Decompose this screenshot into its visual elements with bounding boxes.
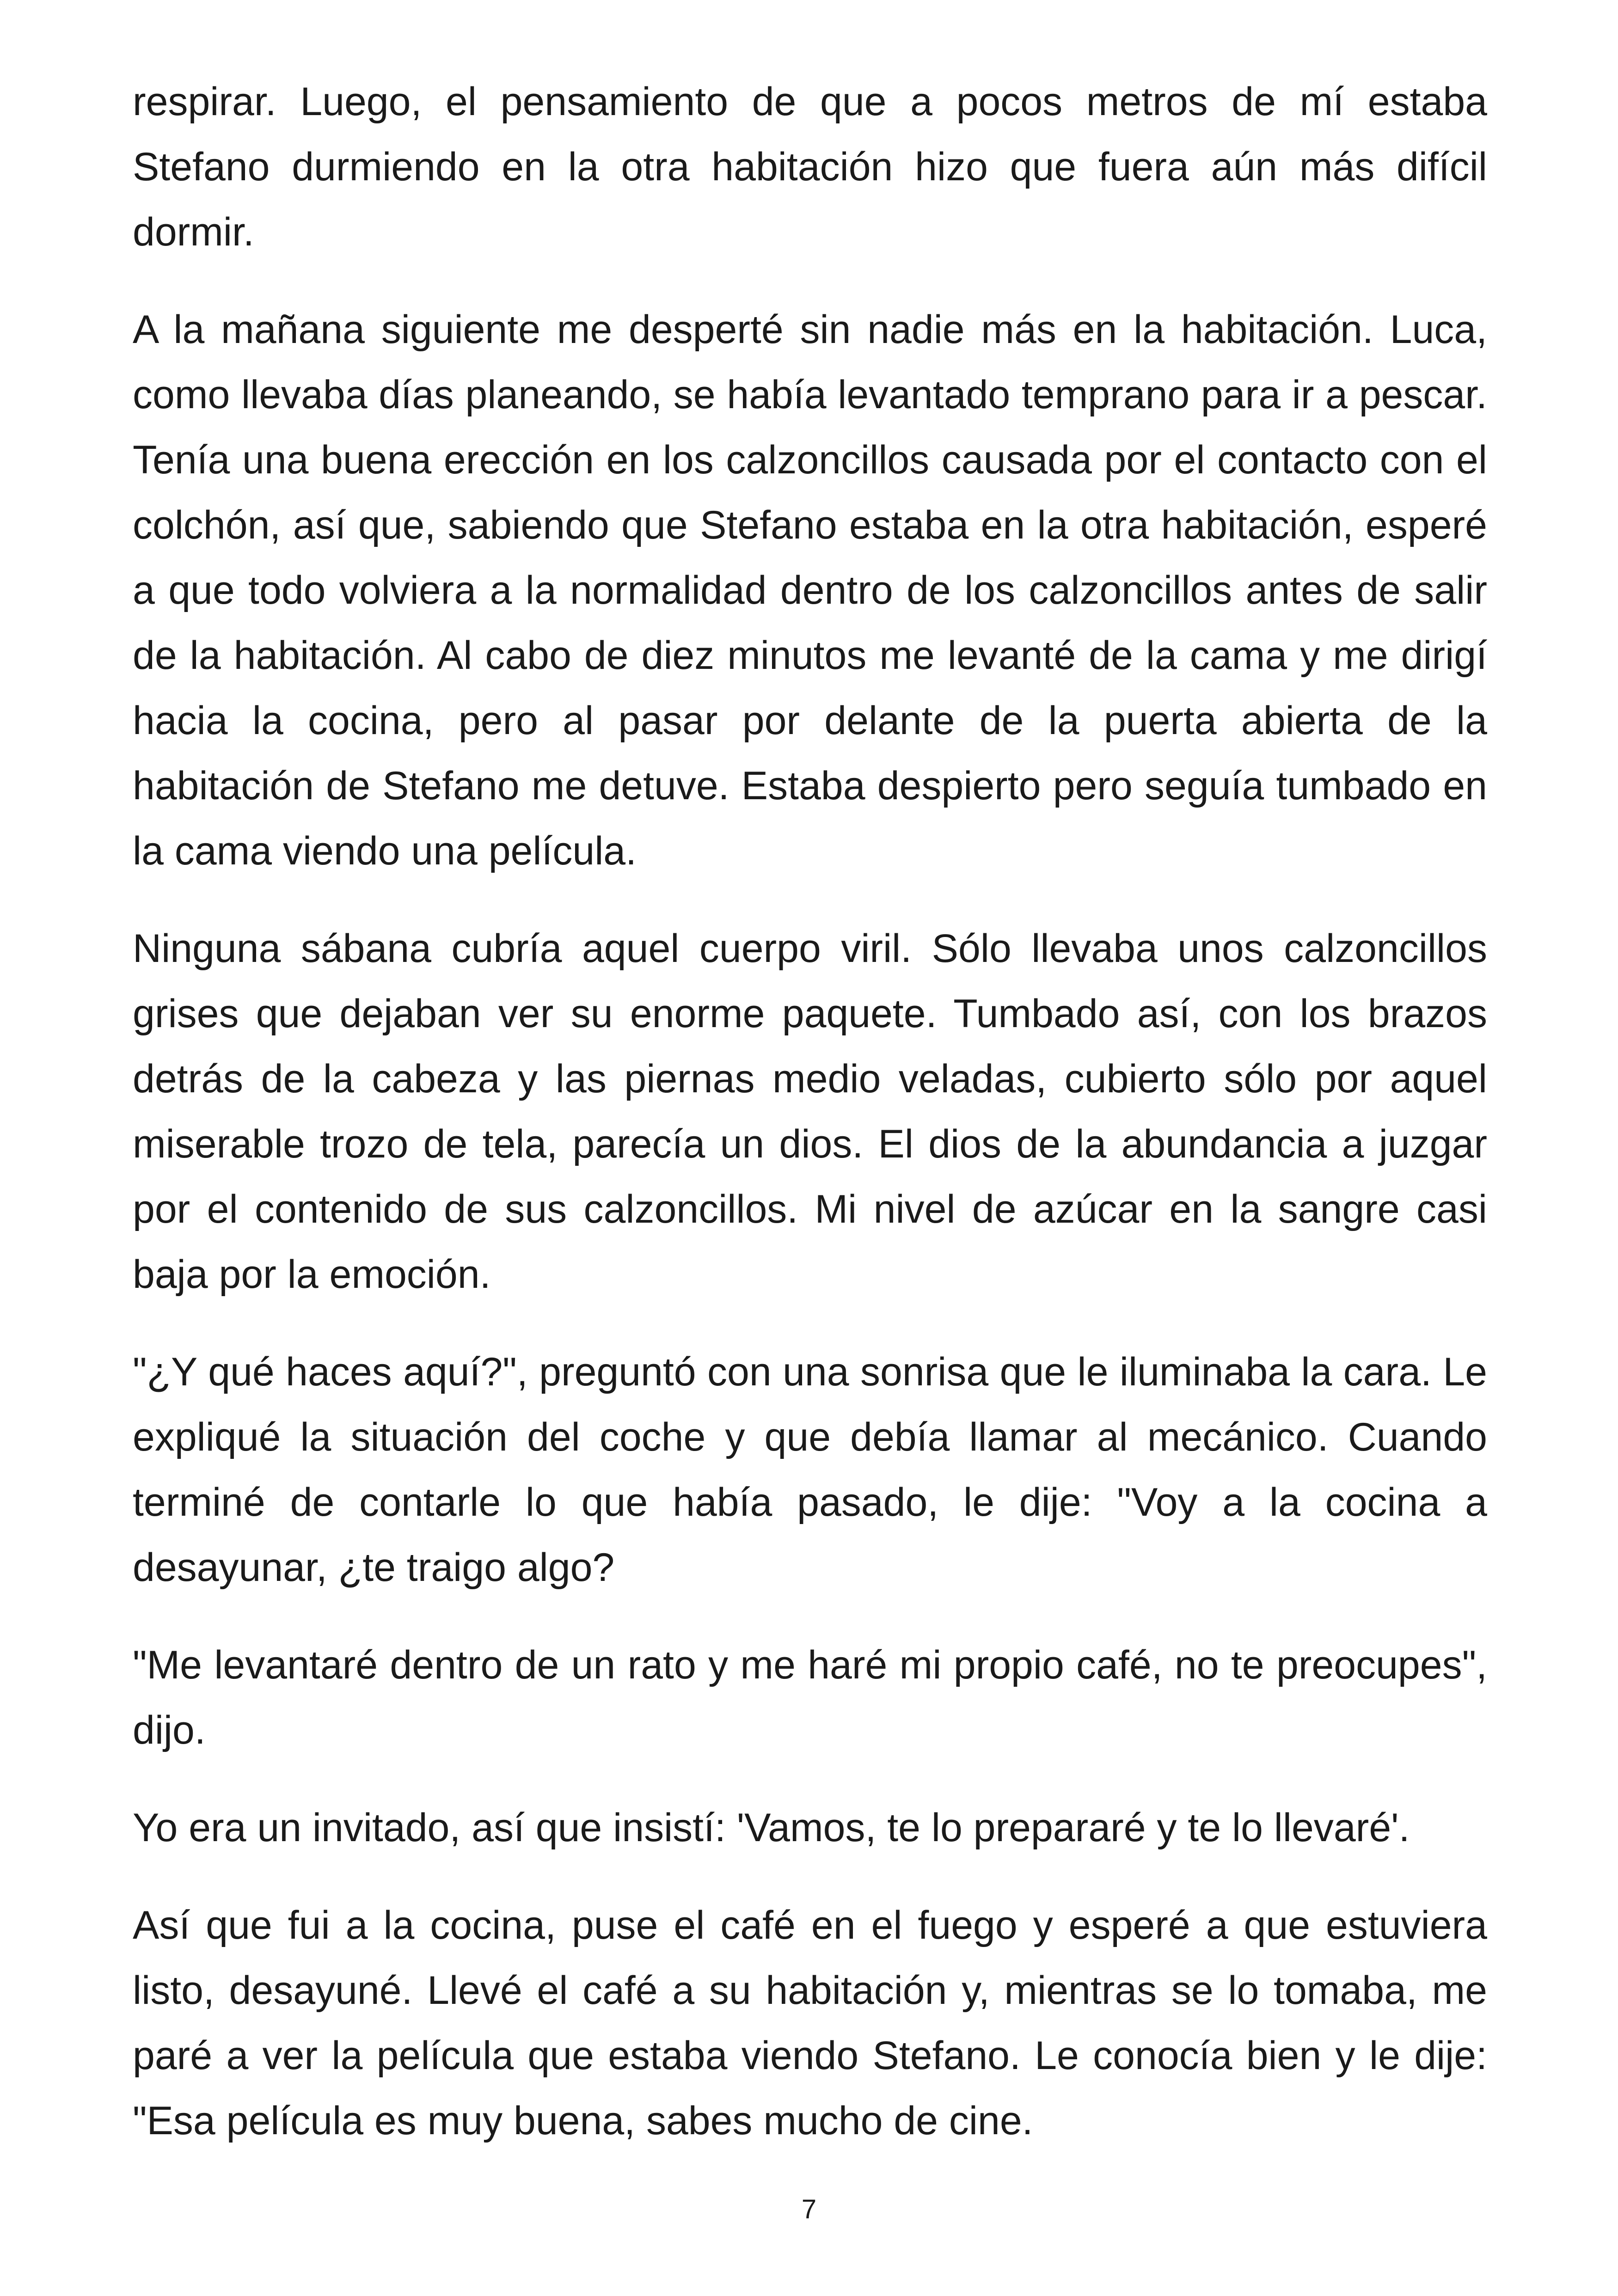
paragraph: Yo era un invitado, así que insistí: 'Vamos, te lo prepararé y te lo llevaré'. xyxy=(133,1806,1410,1850)
paragraph: Así que fui a la cocina, puse el café en el fuego y esperé a que estuviera listo, desayuné. Llevé el café a su habitación y, mientras se lo tomaba, me paré a ver la película que estaba viendo Stefano. Le conocía bien y le dije: "Esa película es muy buena, sabes mucho de cine. xyxy=(133,1903,1487,2143)
paragraph: respirar. Luego, el pensamiento de que a pocos metros de mí estaba Stefano durmiendo en la otra habitación hizo que fuera aún más difícil dormir. xyxy=(133,80,1487,254)
page-body xyxy=(133,69,1487,2186)
page-number: 7 xyxy=(801,2194,817,2224)
paragraph: A la mañana siguiente me desperté sin nadie más en la habitación. Luca, como llevaba días planeando, se había levantado temprano para ir a pescar. Tenía una buena erección en los calzoncillos causada por el contacto con el colchón, así que, sabiendo que Stefano estaba en la otra habitación, esperé a que todo volviera a la normalidad dentro de los calzoncillos antes de salir de la habitación. Al cabo de diez minutos me levanté de la cama y me dirigí hacia la cocina, pero al pasar por delante de la puerta abierta de la habitación de Stefano me detuve. Estaba despierto pero seguía tumbado en la cama viendo una película. xyxy=(133,307,1487,873)
paragraph: "Me levantaré dentro de un rato y me haré mi propio café, no te preocupes", dijo. xyxy=(133,1643,1487,1752)
paragraph: Ninguna sábana cubría aquel cuerpo viril. Sólo llevaba unos calzoncillos grises que dejaban ver su enorme paquete. Tumbado así, con los brazos detrás de la cabeza y las piernas medio veladas, cubierto sólo por aquel miserable trozo de tela, parecía un dios. El dios de la abundancia a juzgar por el contenido de sus calzoncillos. Mi nivel de azúcar en la sangre casi baja por la emoción. xyxy=(133,926,1487,1297)
paragraph: "¿Y qué haces aquí?", preguntó con una sonrisa que le iluminaba la cara. Le expliqué la situación del coche y que debía llamar al mecánico. Cuando terminé de contarle lo que había pasado, le dije: "Voy a la cocina a desayunar, ¿te traigo algo? xyxy=(133,1350,1487,1590)
